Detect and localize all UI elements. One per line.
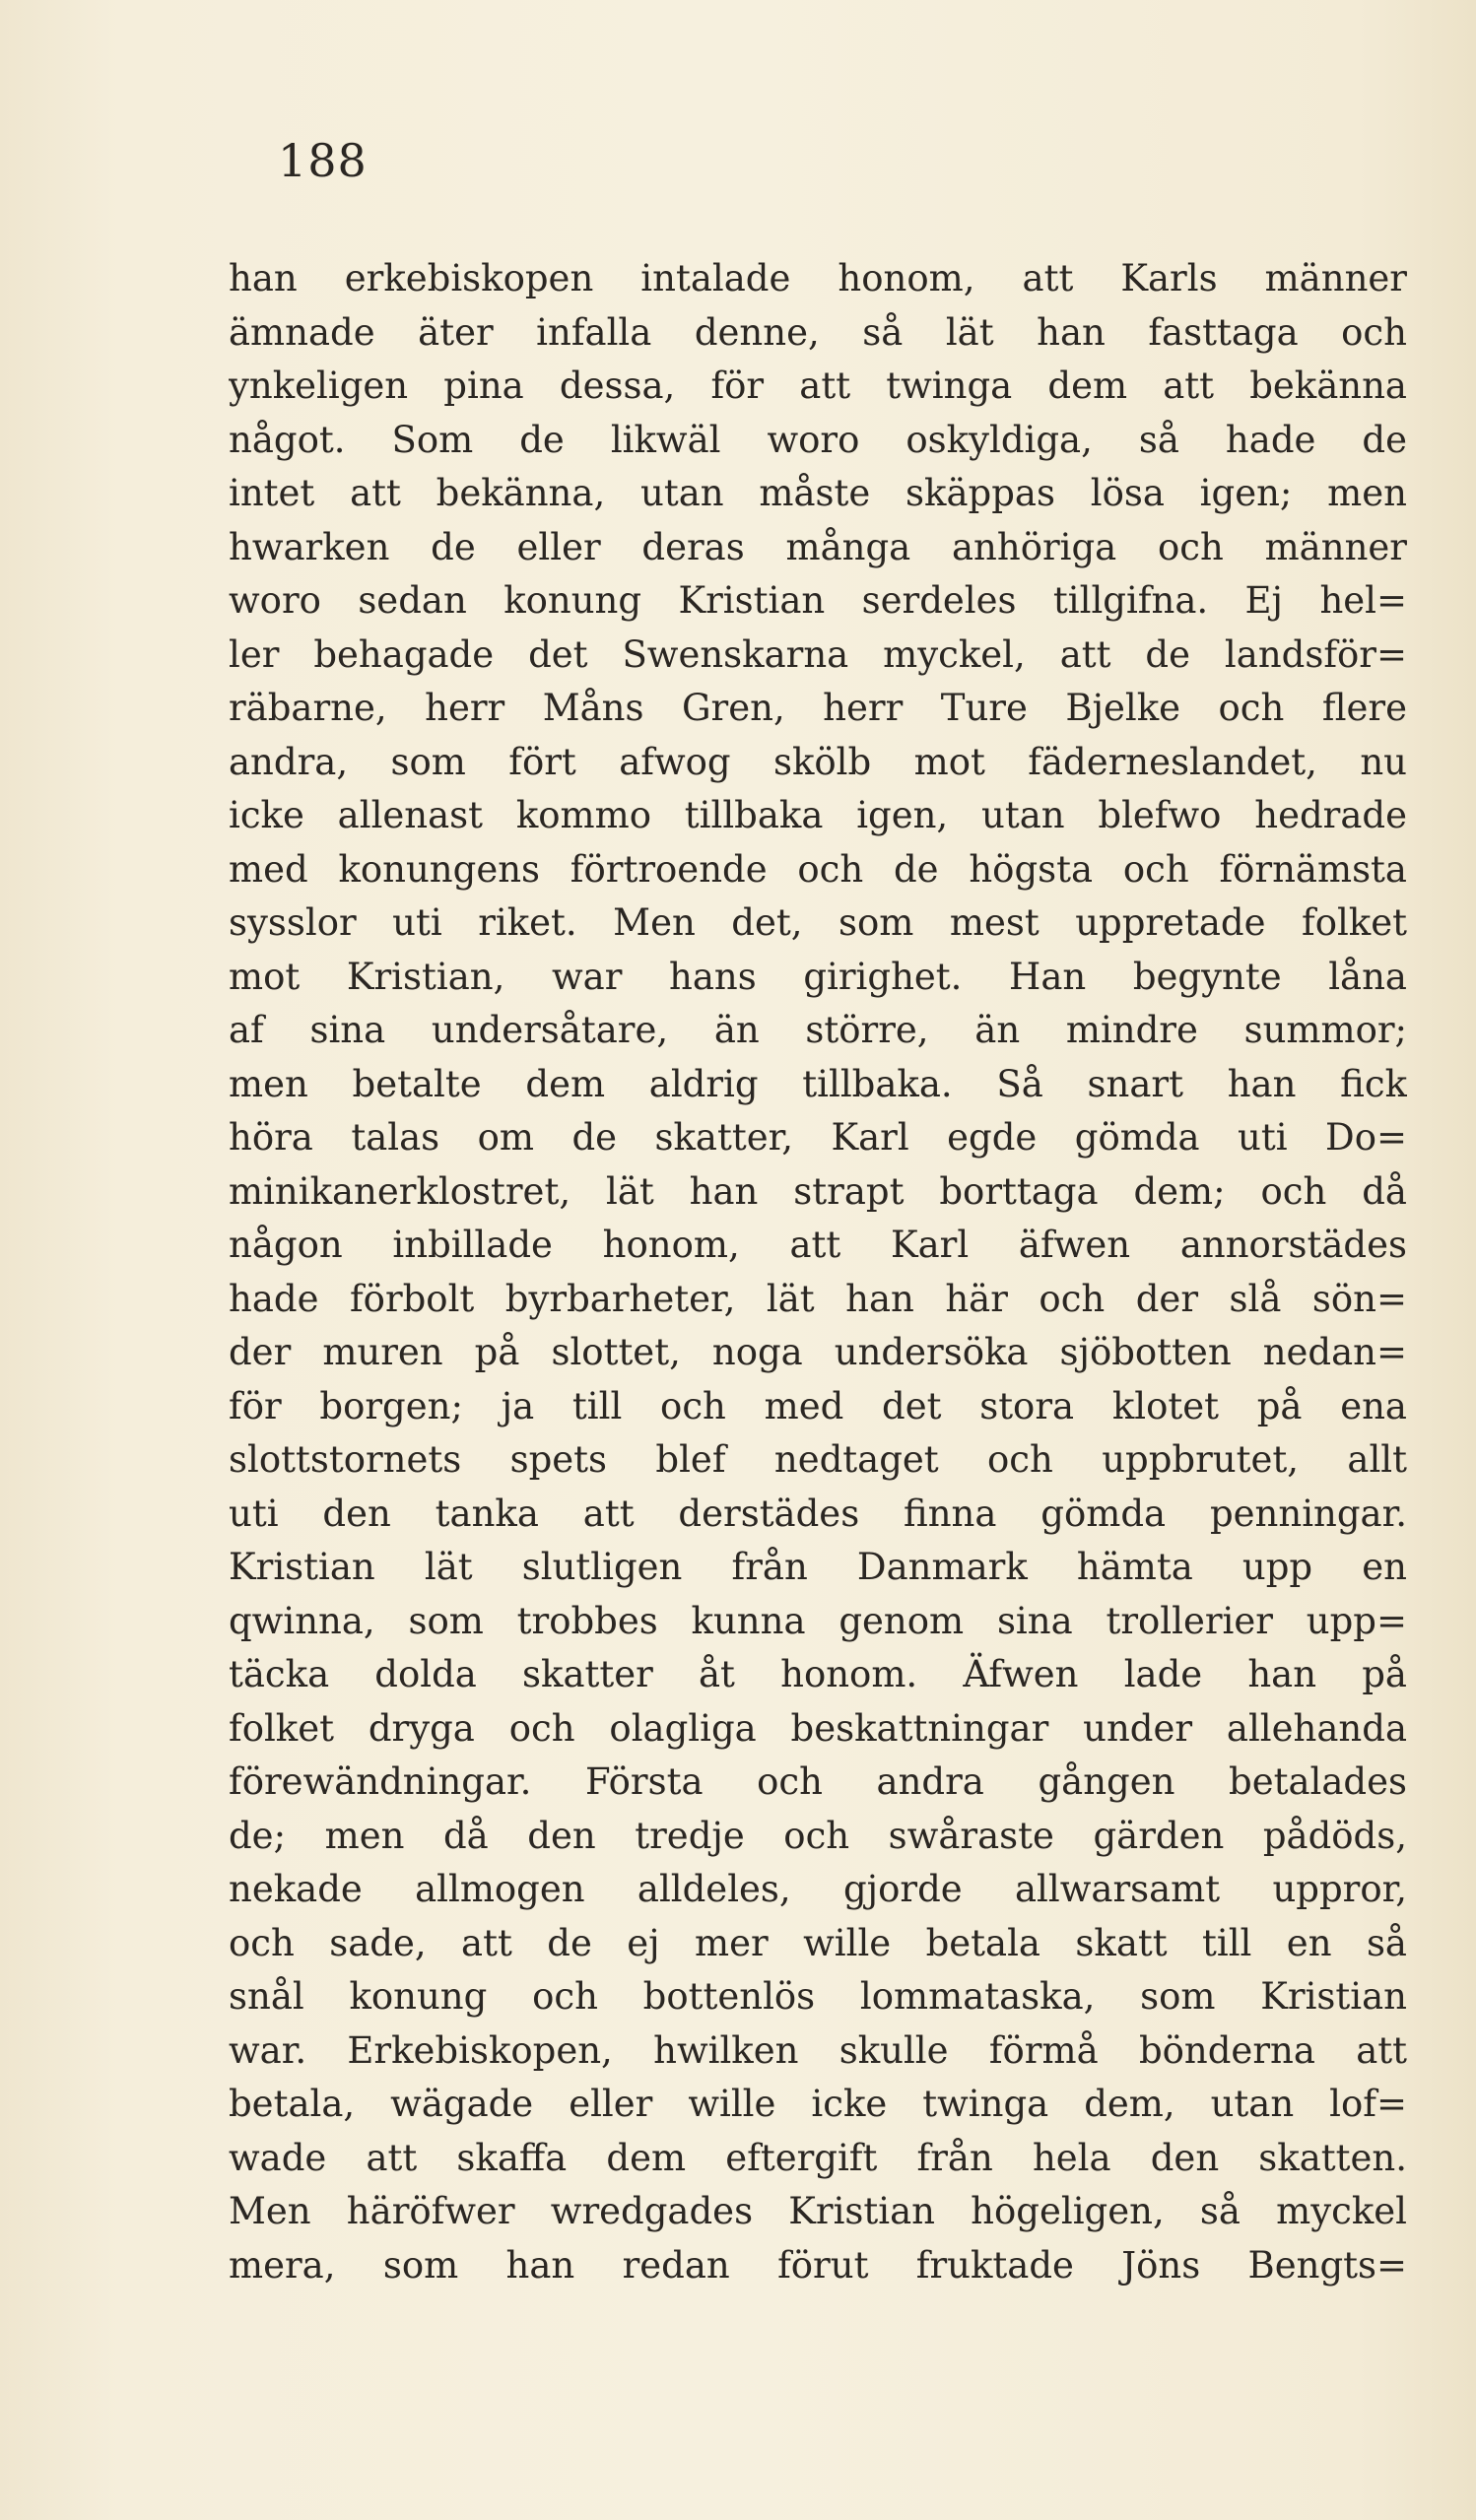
text-line: hade förbolt byrbarheter, lät han här och der slå sön=	[229, 1277, 1407, 1320]
text-line: war. Erkebiskopen, hwilken skulle förmå bönderna att	[229, 2028, 1407, 2072]
text-line: täcka dolda skatter åt honom. Äfwen lade han på	[229, 1653, 1407, 1695]
text-line: någon inbillade honom, att Karl äfwen annorstädes	[229, 1224, 1407, 1266]
text-line: han erkebiskopen intalade honom, att Karls männer	[229, 257, 1407, 299]
text-line: med konungens förtroende och de högsta och förnämsta	[229, 847, 1407, 891]
text-line: snål konung och bottenlös lommataska, som Kristian	[229, 1975, 1407, 2018]
text-line: intet att bekänna, utan måste skäppas lösa igen; men	[229, 472, 1407, 514]
text-line: och sade, att de ej mer wille betala skatt till en så	[229, 1921, 1407, 1964]
text-line: sysslor uti riket. Men det, som mest uppretade folket	[229, 901, 1407, 944]
text-line: slottstornets spets blef nedtaget och uppbrutet, allt	[229, 1438, 1407, 1481]
text-line: minikanerklostret, lät han strapt borttaga dem; och då	[229, 1169, 1407, 1213]
text-line: höra talas om de skatter, Karl egde gömda uti Do=	[229, 1116, 1407, 1159]
text-line: för borgen; ja till och med det stora klotet på ena	[229, 1384, 1407, 1427]
body-text	[229, 252, 1407, 2292]
text-line: hwarken de eller deras många anhöriga och männer	[229, 525, 1407, 568]
text-line: af sina undersåtare, än större, än mindre summor;	[229, 1009, 1407, 1051]
text-line: nekade allmogen alldeles, gjorde allwarsamt uppror,	[229, 1868, 1407, 1910]
text-line: wade att skaffa dem eftergift från hela den skatten.	[229, 2136, 1407, 2179]
text-line: woro sedan konung Kristian serdeles tillgifna. Ej hel=	[229, 579, 1407, 622]
text-line: men betalte dem aldrig tillbaka. Så snart han fick	[229, 1062, 1407, 1105]
text-line: qwinna, som trobbes kunna genom sina trollerier upp=	[229, 1599, 1407, 1642]
text-line: mera, som han redan förut fruktade Jöns Bengts=	[229, 2243, 1407, 2287]
text-line: andra, som fört afwog skölb mot fäderneslandet, nu	[229, 740, 1407, 783]
text-line: mot Kristian, war hans girighet. Han begynte låna	[229, 955, 1407, 998]
text-line: Men häröfwer wredgades Kristian högeligen, så myckel	[229, 2190, 1407, 2232]
text-line: förewändningar. Första och andra gången betalades	[229, 1760, 1407, 1803]
text-line: ler behagade det Swenskarna myckel, att de landsför=	[229, 632, 1407, 676]
text-line: betala, wägade eller wille icke twinga dem, utan lof=	[229, 2083, 1407, 2125]
text-line: räbarne, herr Måns Gren, herr Ture Bjelke och flere	[229, 687, 1407, 729]
text-line: något. Som de likwäl woro oskyldiga, så hade de	[229, 418, 1407, 461]
text-line: der muren på slottet, noga undersöka sjöbotten nedan=	[229, 1331, 1407, 1373]
text-line: icke allenast kommo tillbaka igen, utan blefwo hedrade	[229, 794, 1407, 836]
text-line: uti den tanka att derstädes finna gömda penningar.	[229, 1492, 1407, 1535]
text-line: Kristian lät slutligen från Danmark hämta upp en	[229, 1546, 1407, 1588]
text-line: ämnade äter infalla denne, så lät han fasttaga och	[229, 310, 1407, 354]
text-line: de; men då den tredje och swåraste gärden pådöds,	[229, 1814, 1407, 1857]
page-number: 188	[278, 134, 368, 187]
text-line: ynkeligen pina dessa, för att twinga dem att bekänna	[229, 365, 1407, 407]
text-line: folket dryga och olagliga beskattningar under allehanda	[229, 1706, 1407, 1750]
